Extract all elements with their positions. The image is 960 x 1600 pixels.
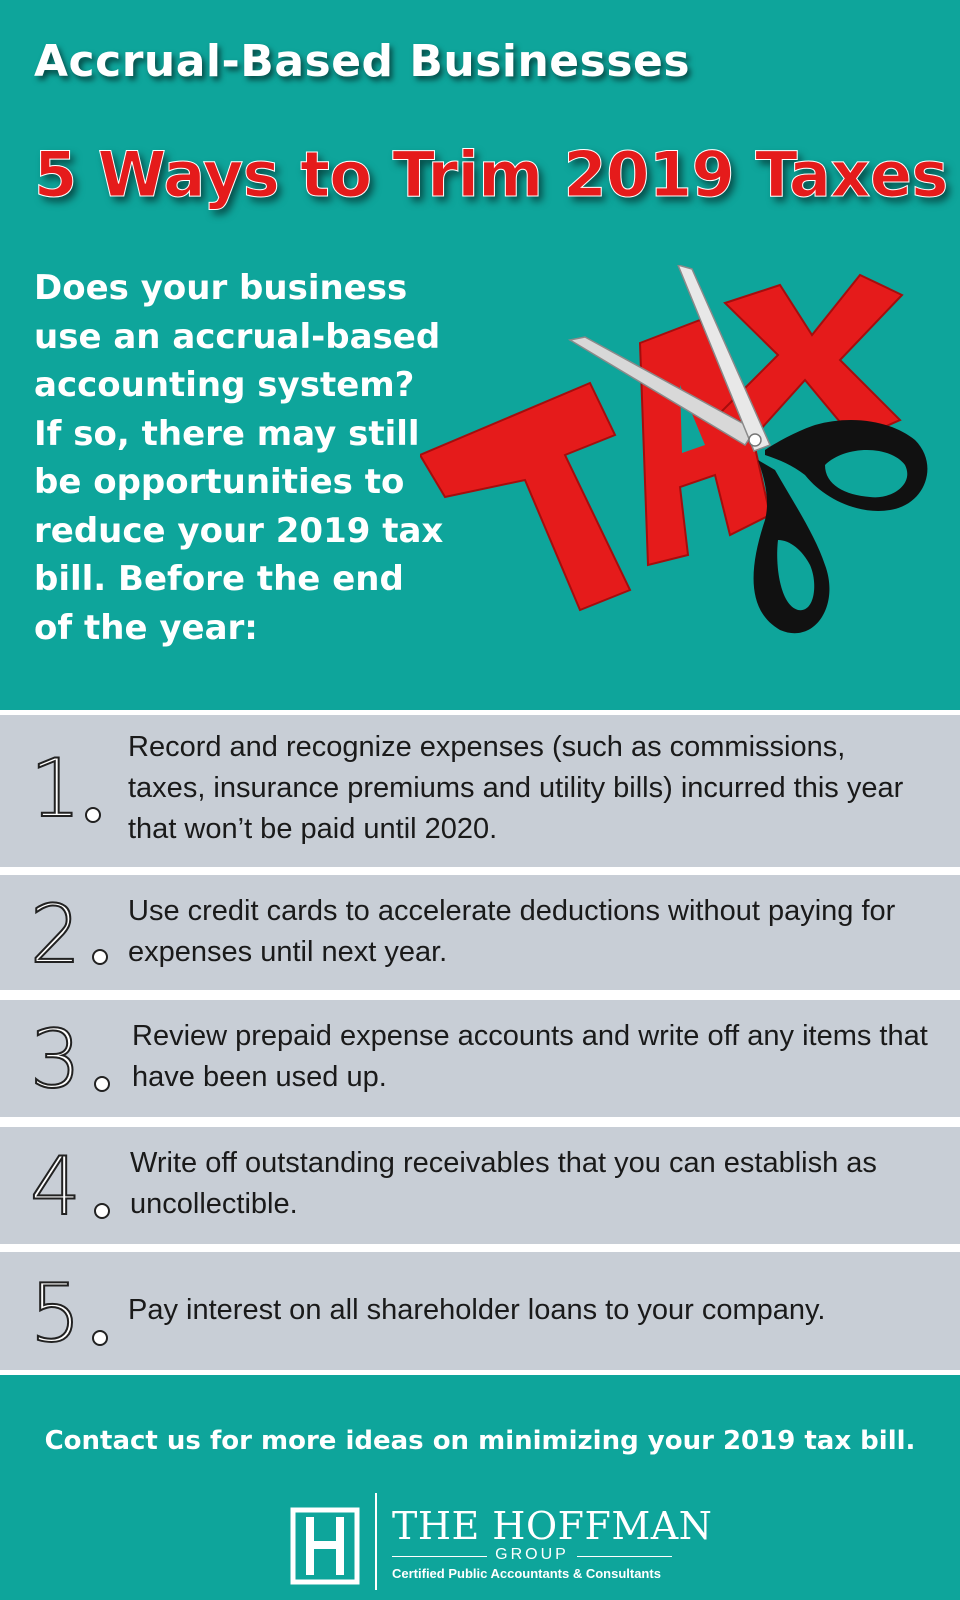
hoffman-logo-icon bbox=[290, 1507, 360, 1585]
step-text-5: Pay interest on all shareholder loans to your company. bbox=[128, 1294, 826, 1326]
logo-rule-right bbox=[577, 1556, 672, 1557]
step-band-1 bbox=[0, 715, 960, 867]
step-number-dot-2 bbox=[92, 949, 108, 965]
tax-letter-t bbox=[420, 383, 630, 610]
tax-scissors-illustration bbox=[420, 265, 950, 655]
step-band-4 bbox=[0, 1127, 960, 1244]
step-number-5: 5 bbox=[30, 1267, 81, 1360]
step-text-2: Use credit cards to accelerate deductions without paying for expenses until next year. bbox=[128, 895, 896, 968]
step-number-dot-5 bbox=[92, 1330, 108, 1346]
step-number-dot-1 bbox=[85, 807, 101, 823]
logo-name: THE HOFFMAN bbox=[392, 1504, 713, 1548]
step-number-dot-3 bbox=[94, 1076, 110, 1092]
step-band-3 bbox=[0, 1000, 960, 1117]
logo-tagline: Certified Public Accountants & Consultants bbox=[392, 1566, 661, 1581]
intro-paragraph: Does your business use an accrual-based accounting system? If so, there may still be opportunities to reduce your 2019 tax bill. Before the end of the year: bbox=[34, 268, 444, 648]
step-text-3: Review prepaid expense accounts and write off any items that have been used up. bbox=[132, 1020, 928, 1093]
step-text-4: Write off outstanding receivables that you can establish as uncollectible. bbox=[130, 1147, 877, 1220]
logo-group: GROUP bbox=[495, 1546, 569, 1563]
logo-divider bbox=[375, 1493, 377, 1590]
step-number-1: 1 bbox=[30, 742, 81, 835]
step-number-4: 4 bbox=[30, 1140, 81, 1233]
main-title: 5 Ways to Trim 2019 Taxes bbox=[34, 138, 948, 211]
contact-cta: Contact us for more ideas on minimizing your 2019 tax bill. bbox=[44, 1426, 916, 1456]
step-band-5 bbox=[0, 1252, 960, 1370]
step-band-2 bbox=[0, 875, 960, 990]
step-number-2: 2 bbox=[30, 888, 81, 981]
step-number-3: 3 bbox=[30, 1013, 81, 1106]
subtitle-heading: Accrual-Based Businesses bbox=[34, 36, 691, 87]
step-number-dot-4 bbox=[94, 1203, 110, 1219]
step-text-1: Record and recognize expenses (such as commissions, taxes, insurance premiums and utility bills) incurred this year that won’t be paid until 2020. bbox=[128, 731, 904, 845]
